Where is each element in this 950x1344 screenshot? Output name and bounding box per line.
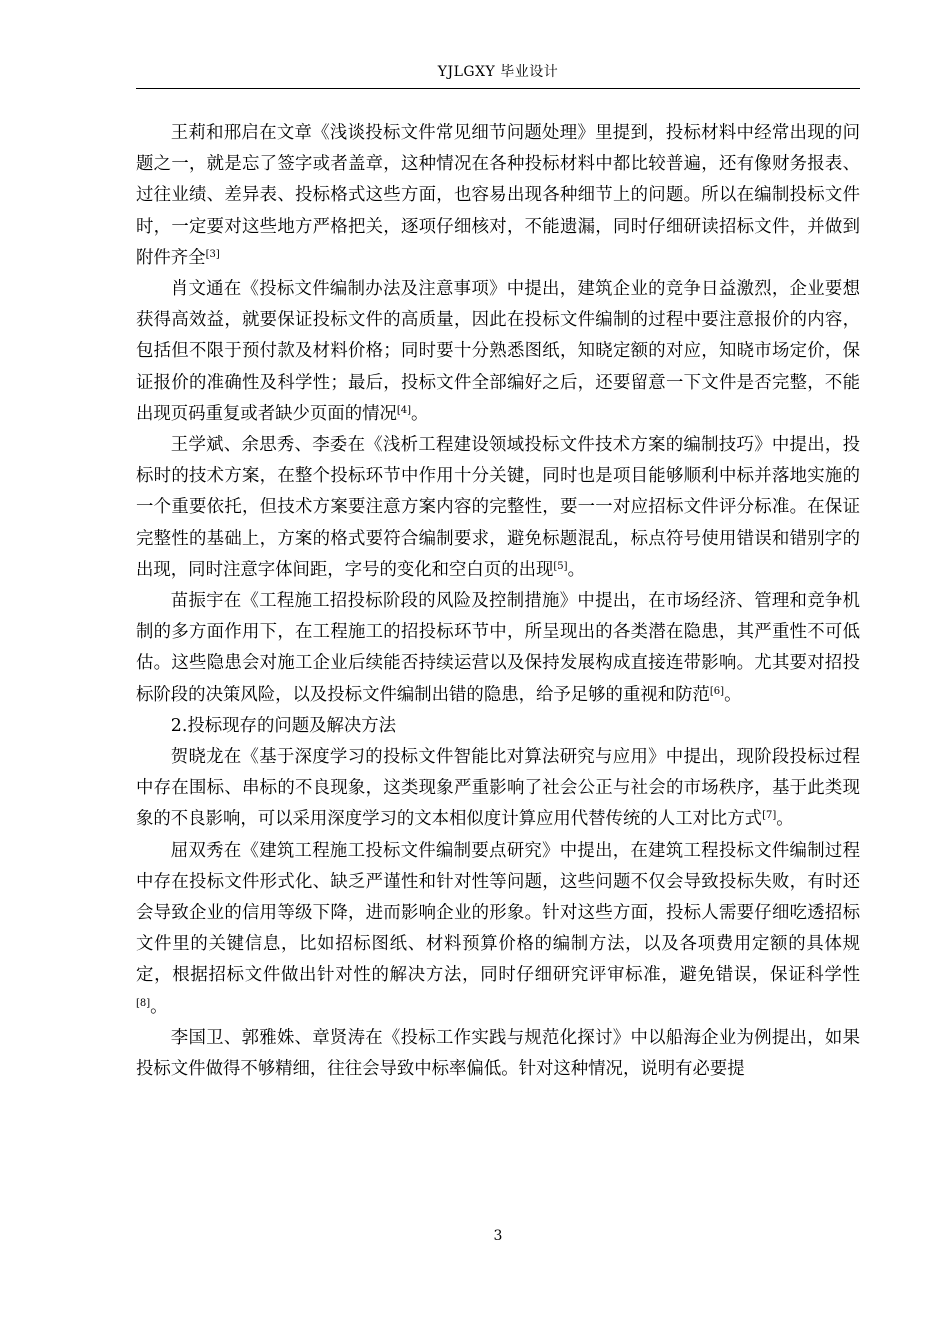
- page-number: 3: [493, 1228, 503, 1244]
- body-text: [136, 118, 860, 1085]
- section-heading: [136, 711, 860, 742]
- paragraph-end: 。: [150, 996, 168, 1017]
- paragraph-li-guowei: [136, 1023, 860, 1085]
- paragraph-text: 肖文通在《投标文件编制办法及注意事项》中提出，建筑企业的竞争日益激烈，企业要想获得高效益，就要保证投标文件的高质量，因此在投标文件编制的过程中要注意报价的内容，包括但不限于预付款及材料价格；同时要十分熟悉图纸，知晓定额的对应，知晓市场定价，保证报价的准确性及科学性；最后，投标文件全部编好之后，还要留意一下文件是否完整，不能出现页码重复或者缺少页面的情况: [136, 279, 860, 424]
- header-divider: [136, 88, 860, 89]
- paragraph-text: 贺晓龙在《基于深度学习的投标文件智能比对算法研究与应用》中提出，现阶段投标过程中存在围标、串标的不良现象，这类现象严重影响了社会公正与社会的市场秩序，基于此类现象的不良影响，可以采用深度学习的文本相似度计算应用代替传统的人工对比方式: [136, 747, 860, 830]
- paragraph-end: 。: [411, 403, 429, 424]
- paragraph-text: 李国卫、郭雅姝、章贤涛在《投标工作实践与规范化探讨》中以船海企业为例提出，如果投标文件做得不够精细，往往会导致中标率偏低。针对这种情况，说明有必要提: [136, 1027, 860, 1080]
- citation-7: [7]: [762, 810, 777, 822]
- paragraph-text: 苗振宇在《工程施工招投标阶段的风险及控制措施》中提出，在市场经济、管理和竞争机制的多方面作用下，在工程施工的招投标环节中，所呈现出的各类潜在隐患，其严重性不可低估。这些隐患会对施工企业后续能否持续运营以及保持发展构成直接连带影响。尤其要对招投标阶段的决策风险，以及投标文件编制出错的隐患，给予足够的重视和防范: [136, 591, 860, 705]
- paragraph-wang-xuebin: [136, 430, 860, 586]
- citation-5: [5]: [553, 560, 568, 572]
- paragraph-miao-zhenyu: [136, 586, 860, 711]
- citation-8: [8]: [136, 997, 151, 1009]
- section-heading-text: 2.投标现存的问题及解决方法: [170, 715, 397, 736]
- paragraph-he-xiaolong: [136, 742, 860, 836]
- paragraph-end: 。: [776, 809, 794, 830]
- citation-3: [3]: [205, 248, 220, 260]
- citation-4: [4]: [396, 404, 412, 416]
- paragraph-text: 屈双秀在《建筑工程施工投标文件编制要点研究》中提出，在建筑工程投标文件编制过程中存在投标文件形式化、缺乏严谨性和针对性等问题，这些问题不仅会导致投标失败，有时还会导致企业的信用等级下降，进而影响企业的形象。针对这些方面，投标人需要仔细吃透招标文件里的关键信息，比如招标图纸、材料预算价格的编制方法，以及各项费用定额的具体规定，根据招标文件做出针对性的解决方法，同时仔细研究评审标准，避免错误，保证科学性: [136, 840, 860, 986]
- paragraph-end: 。: [724, 684, 742, 705]
- paragraph-xiao-wentong: [136, 274, 860, 430]
- paragraph-end: 。: [567, 559, 585, 580]
- citation-6: [6]: [709, 685, 725, 697]
- page-header: YJLGXY 毕业设计: [437, 64, 559, 80]
- paragraph-text: 王莉和邢启在文章《浅谈投标文件常见细节问题处理》里提到，投标材料中经常出现的问题之一，就是忘了签字或者盖章，这种情况在各种投标材料中都比较普遍，还有像财务报表、过往业绩、差异表、投标格式这些方面，也容易出现各种细节上的问题。所以在编制投标文件时，一定要对这些地方严格把关，逐项仔细核对，不能遗漏，同时仔细研读招标文件，并做到附件齐全: [136, 123, 860, 268]
- paragraph-qu-shuangxiu: [136, 836, 860, 1023]
- paragraph-text: 王学斌、余思秀、李委在《浅析工程建设领域投标文件技术方案的编制技巧》中提出，投标时的技术方案，在整个投标环节中作用十分关键，同时也是项目能够顺利中标并落地实施的一个重要依托，但技术方案要注意方案内容的完整性，要一一对应招标文件评分标准。在保证完整性的基础上，方案的格式要符合编制要求，避免标题混乱，标点符号使用错误和错别字的出现，同时注意字体间距，字号的变化和空白页的出现: [136, 435, 860, 580]
- paragraph-wang-li: [136, 118, 860, 274]
